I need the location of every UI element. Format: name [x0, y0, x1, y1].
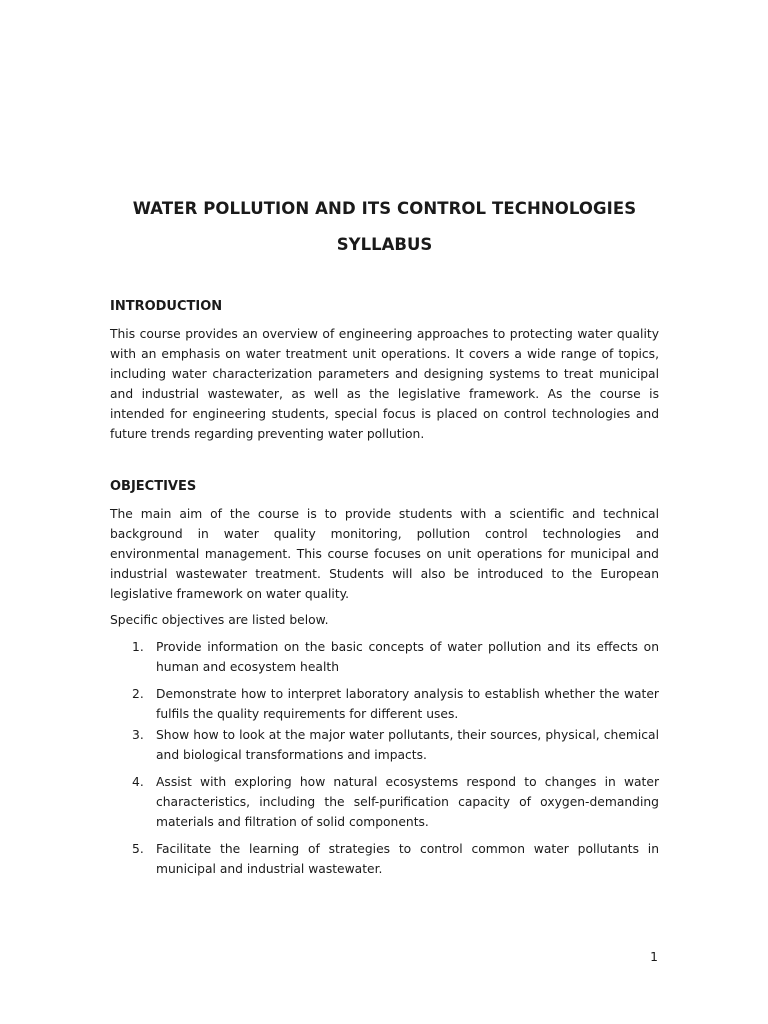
section-heading-objectives: OBJECTIVES: [110, 479, 197, 494]
document-title: WATER POLLUTION AND ITS CONTROL TECHNOLOGIES: [132, 199, 637, 218]
list-item-text: Facilitate the learning of strategies to control common water pollutants in municipal and industrial wastewater.: [156, 842, 659, 876]
list-item-text: Provide information on the basic concepts of water pollution and its effects on human and ecosystem health: [156, 640, 659, 674]
document-subtitle: SYLLABUS: [336, 235, 433, 254]
objectives-list: [110, 637, 659, 879]
list-item-number: 5.: [132, 842, 144, 856]
page-content: [110, 197, 659, 886]
list-item-number: 4.: [132, 775, 144, 789]
list-item: [110, 839, 659, 879]
section-heading-introduction: INTRODUCTION: [110, 299, 223, 314]
list-item-number: 3.: [132, 728, 144, 742]
specific-objectives-intro: Specific objectives are listed below.: [110, 613, 329, 627]
introduction-section: [110, 297, 659, 444]
list-item-text: Assist with exploring how natural ecosystems respond to changes in water characteristics, including the self-purification capacity of oxygen-demanding materials and filtration of solid components.: [156, 775, 659, 829]
introduction-paragraph: This course provides an overview of engineering approaches to protecting water quality with an emphasis on water treatment unit operations. It covers a wide range of topics, including water characterization parameters and designing systems to treat municipal and industrial wastewater, as well as the legislative framework. As the course is intended for engineering students, special focus is placed on control technologies and future trends regarding preventing water pollution.: [110, 327, 659, 441]
list-item: [110, 637, 659, 677]
list-item: [110, 684, 659, 724]
list-item: [110, 772, 659, 832]
page-number: 1: [650, 950, 658, 964]
list-item-number: 1.: [132, 640, 144, 654]
objectives-section: [110, 477, 659, 879]
list-item: [110, 725, 659, 765]
list-item-text: Demonstrate how to interpret laboratory analysis to establish whether the water fulfils the quality requirements for different uses.: [156, 687, 659, 721]
objectives-paragraph: The main aim of the course is to provide students with a scientific and technical background in water quality monitoring, pollution control technologies and environmental management. This course focuses on unit operations for municipal and industrial wastewater treatment. Students will also be introduced to the European legislative framework on water quality.: [110, 507, 659, 601]
list-item-number: 2.: [132, 687, 144, 701]
list-item-text: Show how to look at the major water pollutants, their sources, physical, chemical and biological transformations and impacts.: [156, 728, 659, 762]
